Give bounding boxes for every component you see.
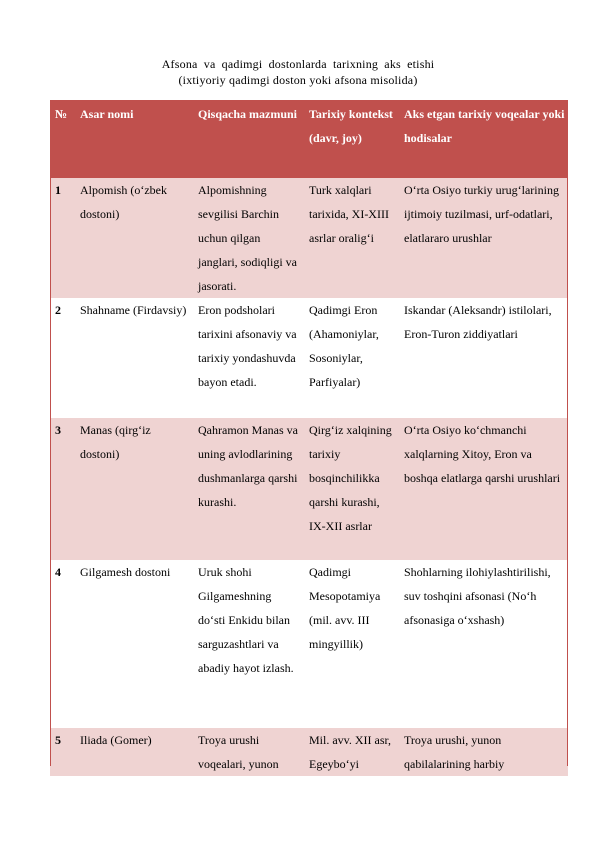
table-row bbox=[50, 178, 568, 298]
header-summary: Qisqacha mazmuni bbox=[193, 100, 304, 178]
title-line-1: Afsona va qadimgi dostonlarda tarixning aks etishi bbox=[161, 57, 435, 71]
work-name: Iliada (Gomer) bbox=[75, 728, 193, 776]
historical-context: Turk xalqlari tarixida, XI-XIII asrlar oralig‘i bbox=[304, 178, 399, 298]
summary: Troya urushi voqealari, yunon bbox=[193, 728, 304, 776]
row-number: 5 bbox=[50, 728, 75, 776]
work-name: Manas (qirg‘iz dostoni) bbox=[75, 418, 193, 560]
header-number: № bbox=[50, 100, 75, 178]
table-header-row bbox=[50, 100, 568, 178]
reflected-events: Shohlarning ilohiylashtirilishi, suv toshqini afsonasi (No‘h afsonasiga o‘xshash) bbox=[399, 560, 568, 728]
row-number: 2 bbox=[50, 298, 75, 418]
reflected-events: Iskandar (Aleksandr) istilolari, Eron-Turon ziddiyatlari bbox=[399, 298, 568, 418]
summary: Alpomishning sevgilisi Barchin uchun qilgan janglari, sodiqligi va jasorati. bbox=[193, 178, 304, 298]
work-name: Alpomish (o‘zbek dostoni) bbox=[75, 178, 193, 298]
reflected-events: Troya urushi, yunon qabilalarining harbiy bbox=[399, 728, 568, 776]
header-reflected-events: Aks etgan tarixiy voqealar yoki hodisalar bbox=[399, 100, 568, 178]
work-name: Gilgamesh dostoni bbox=[75, 560, 193, 728]
table-left-border bbox=[50, 100, 51, 766]
table-row bbox=[50, 728, 568, 776]
reflected-events: O‘rta Osiyo ko‘chmanchi xalqlarning Xitoy, Eron va boshqa elatlarga qarshi urushlari bbox=[399, 418, 568, 560]
reflected-events: O‘rta Osiyo turkiy urug‘larining ijtimoiy tuzilmasi, urf-odatlari, elatlararo urushlar bbox=[399, 178, 568, 298]
summary: Uruk shohi Gilgameshning do‘sti Enkidu bilan sarguzashtlari va abadiy hayot izlash. bbox=[193, 560, 304, 728]
historical-context: Qadimgi Eron (Ahamoniylar, Sosoniylar, Parfiyalar) bbox=[304, 298, 399, 418]
summary: Eron podsholari tarixini afsonaviy va tarixiy yondashuvda bayon etadi. bbox=[193, 298, 304, 418]
epics-table bbox=[50, 100, 568, 776]
historical-context: Mil. avv. XII asr, Egeybo‘yi bbox=[304, 728, 399, 776]
header-work-name: Asar nomi bbox=[75, 100, 193, 178]
table-row bbox=[50, 560, 568, 728]
table-right-border bbox=[567, 100, 568, 766]
work-name: Shahname (Firdavsiy) bbox=[75, 298, 193, 418]
table-row bbox=[50, 298, 568, 418]
table-row bbox=[50, 418, 568, 560]
row-number: 4 bbox=[50, 560, 75, 728]
document-title bbox=[0, 56, 596, 88]
historical-context: Qadimgi Mesopotamiya (mil. avv. III mingyillik) bbox=[304, 560, 399, 728]
row-number: 1 bbox=[50, 178, 75, 298]
historical-context: Qirg‘iz xalqining tarixiy bosqinchilikka qarshi kurashi, IX-XII asrlar bbox=[304, 418, 399, 560]
header-historical-context: Tarixiy kontekst (davr, joy) bbox=[304, 100, 399, 178]
title-line-2: (ixtiyoriy qadimgi doston yoki afsona misolida) bbox=[178, 73, 418, 87]
summary: Qahramon Manas va uning avlodlarining dushmanlarga qarshi kurashi. bbox=[193, 418, 304, 560]
row-number: 3 bbox=[50, 418, 75, 560]
